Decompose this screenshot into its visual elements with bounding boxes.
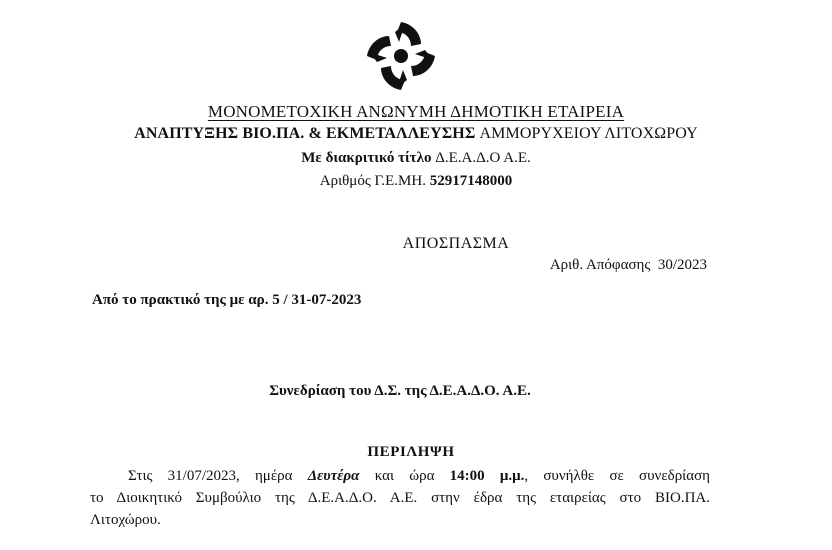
paragraph-day: Δευτέρα [307, 468, 360, 484]
minutes-reference: Από το πρακτικό της με αρ. 5 / 31-07-2023 [92, 292, 362, 308]
paragraph-line-3: Λιτοχώρου. [90, 512, 161, 528]
summary-title: ΠΕΡΙΛΗΨΗ [367, 444, 455, 460]
company-purpose-part1: ΑΝΑΠΤΥΞΗΣ ΒΙΟ.ΠΑ. & ΕΚΜΕΤΑΛΛΕΥΣΗΣ [134, 125, 476, 142]
company-title-text: ΜΟΝΟΜΕΤΟΧΙΚΗ ΑΝΩΝΥΜΗ ΔΗΜΟΤΙΚΗ ΕΤΑΙΡΕΙΑ [207, 102, 625, 121]
summary-paragraph [90, 465, 710, 531]
brand-prefix: Με διακριτικό τίτλο [301, 150, 432, 166]
gemi-label: Αριθμός Γ.Ε.ΜΗ. [319, 173, 426, 189]
brand-line [0, 150, 832, 167]
company-purpose-part2: ΑΜΜΟΡΥΧΕΙΟΥ ΛΙΤΟΧΩΡΟΥ [479, 125, 698, 142]
decision-number-line [550, 257, 707, 274]
company-title [0, 102, 832, 122]
paragraph-text-1: Στις 31/07/2023, ημέρα [128, 468, 293, 484]
session-title: Συνεδρίαση του Δ.Σ. της Δ.Ε.Α.Δ.Ο. Α.Ε. [269, 383, 531, 399]
company-emblem-icon [365, 20, 437, 92]
paragraph-text-3: , συνήλθε σε συνεδρίαση [524, 468, 711, 484]
paragraph-line-2: το Διοικητικό Συμβούλιο της Δ.Ε.Α.Δ.Ο. Α.Ε. στην έδρα της εταιρείας στο ΒΙΟ.ΠΑ. [90, 490, 710, 506]
paragraph-line-1 [90, 465, 710, 487]
extract-title: ΑΠΟΣΠΑΣΜΑ [402, 235, 510, 252]
paragraph-time: 14:00 μ.μ. [449, 468, 525, 484]
brand-name: Δ.Ε.Α.Δ.Ο Α.Ε. [435, 150, 531, 166]
gemi-number: 52917148000 [429, 173, 513, 189]
decision-label: Αριθ. Απόφασης [549, 257, 651, 273]
decision-number: 30/2023 [657, 257, 707, 273]
gemi-line [0, 173, 832, 190]
company-purpose [0, 125, 832, 143]
paragraph-text-2: και ώρα [374, 468, 435, 484]
